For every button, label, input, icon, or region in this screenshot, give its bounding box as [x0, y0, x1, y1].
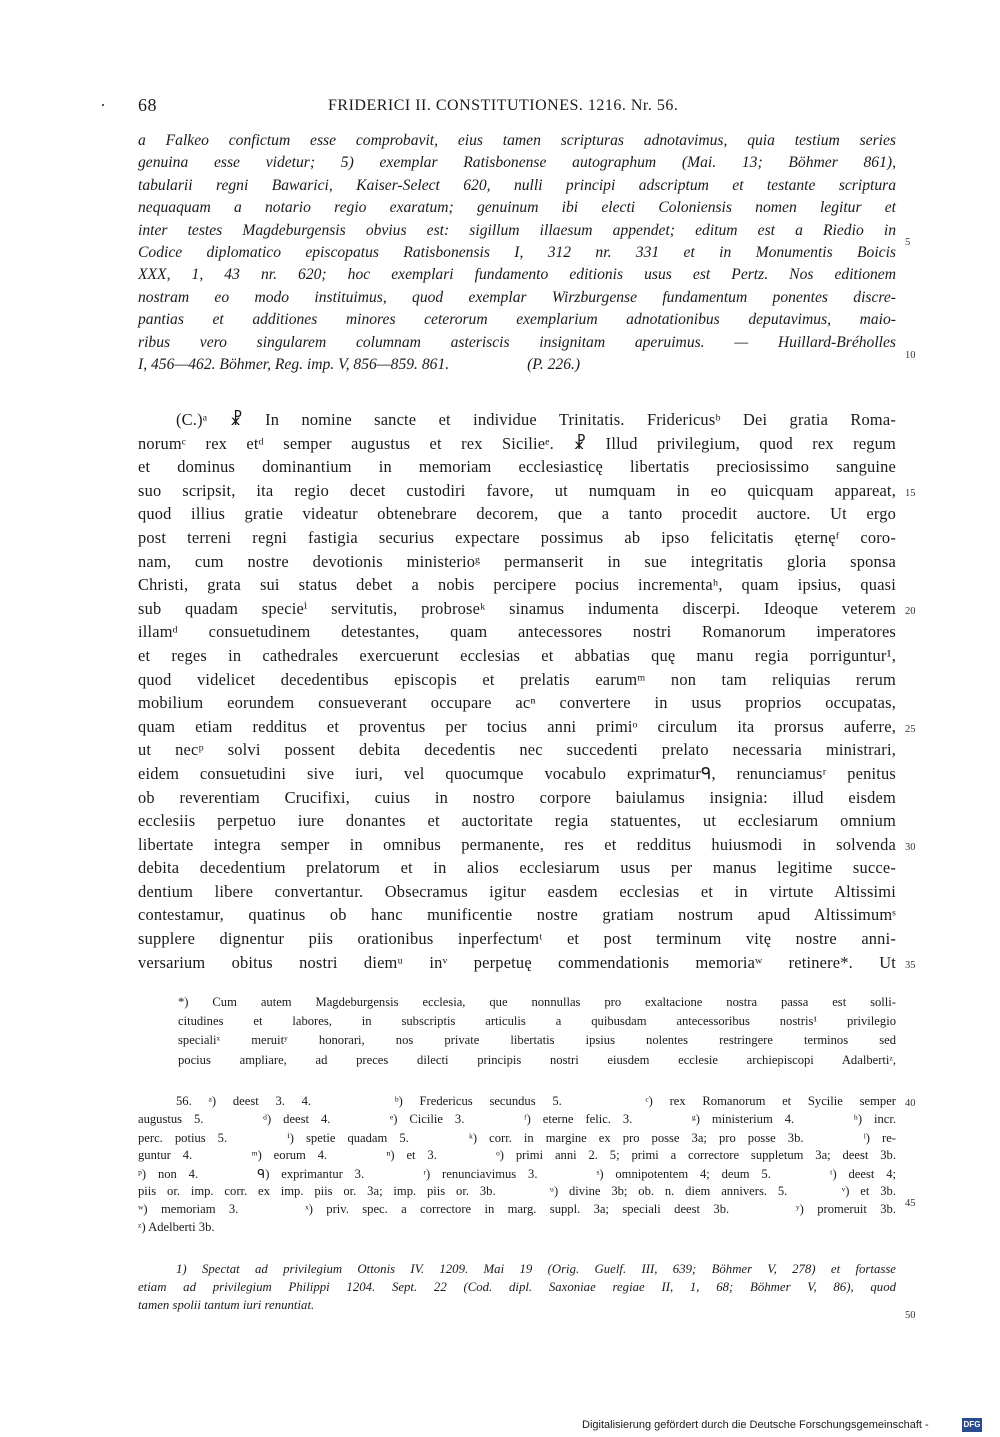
charter-line: et dominus dominantium in memoriam ecclesiasticę libertatis preciosissimo sanguine — [138, 457, 896, 477]
charter-line: supplere dignentur piis orationibus inperfectumᵗ et post terminum vitę nostre anni- — [138, 929, 896, 949]
line-number: 15 — [905, 488, 916, 499]
footnote-line: 1) Spectat ad privilegium Ottonis IV. 1209. Mai 19 (Orig. Guelf. III, 639; Böhmer V, 278) et fortasse — [176, 1262, 896, 1276]
line-number: 50 — [905, 1310, 916, 1321]
intro-line: XXX, 1, 43 nr. 620; hoc exemplari fundamento editionis usus est Pertz. Nos editionem — [138, 266, 896, 284]
margin-mark — [102, 104, 104, 106]
asterisk-note-line: pocius ampliare, ad preces dilecti principis nostri eiusdem ecclesie archiepiscopi Adalbertiᶻ, — [178, 1052, 896, 1067]
line-number: 40 — [905, 1098, 916, 1109]
intro-line: pantias et additiones minores ceterorum exemplarium adnotationibus deputavimus, maio- — [138, 311, 896, 329]
apparatus-line: ʷ) memoriam 3. ˣ) priv. spec. a correctore in marg. suppl. 3a; speciali deest 3b. ʸ) promeruit 3b. — [138, 1202, 896, 1216]
line-number: 35 — [905, 960, 916, 971]
charter-line: nam, cum nostre devotionis ministerioᵍ permanserit in sue integritatis gloria sponsa — [138, 551, 896, 571]
apparatus-line: 56. ᵃ) deest 3. 4. ᵇ) Fredericus secundus 5. ᶜ) rex Romanorum et Sycilie semper — [176, 1094, 896, 1108]
asterisk-note-line: specialiˣ meruitʸ honorari, nos private libertatis ipsius nolentes restringere terminos sed — [178, 1033, 896, 1048]
charter-line: quam etiam redditus et proventus per tocius anni primiᵒ circulum ita prorsus auferre, — [138, 716, 896, 736]
intro-line: inter testes Magdeburgensis obvius est: sigillum illaesum appendet; editum est a Riedio in — [138, 221, 896, 239]
apparatus-line: guntur 4. ᵐ) eorum 4. ⁿ) et 3. ᵒ) primi anni 2. 5; primi a correctore suppletum 3a; deest 3b. — [138, 1148, 896, 1162]
line-number: 45 — [905, 1198, 916, 1209]
footnote-1 — [138, 1262, 896, 1316]
charter-line: quod illius gratie videatur obtenebrare decorem, que a tanto procedit auctore. Ut ergo — [138, 504, 896, 524]
asterisk-note — [178, 995, 896, 1072]
intro-line: a Falkeo confictum esse comprobavit, eius tamen scripturas adnotavimus, quia testium series — [138, 132, 896, 149]
charter-line: ut necᵖ solvi possent debita decedentis nec succedenti prelato necessaria ministrari, — [138, 740, 896, 760]
line-number: 20 — [905, 606, 916, 617]
charter-line: contestamur, quatinus ob hanc munificentie nostre gratiam nostrum apud Altissimumˢ — [138, 905, 896, 925]
charter-line: sub quadam specieⁱ servitutis, probroseᵏ sinamus indumenta discerpi. Ideoque veterem — [138, 598, 896, 618]
intro-line: tabularii regni Bawarici, Kaiser-Select 620, nulli principi adscriptum et testante scriptura — [138, 176, 896, 194]
footnote-line: etiam ad privilegium Philippi 1204. Sept. 22 (Cod. dipl. Saxoniae regiae II, 1, 68; Böhmer V, 86), quod — [138, 1280, 896, 1294]
charter-line: ecclesiis perpetuo iure donantes et auctoritate regia statuentes, ut ecclesiarum omnium — [138, 811, 896, 831]
charter-line: dentium libere convertantur. Obsecramus igitur easdem ecclesias et in virtute Altissimi — [138, 881, 896, 901]
charter-line: versarium obitus nostri diemᵘ inᵛ perpetuę commendationis memoriaʷ retinere*. Ut — [138, 952, 896, 972]
intro-line: ribus vero singularem columnam asteriscis insignitam aperuimus. — Huillard-Bréholles — [138, 333, 896, 351]
page-header — [138, 95, 898, 121]
charter-line: mobilium eorundem consueverant occupare acⁿ convertere in usus proprios occupatas, — [138, 693, 896, 713]
intro-line: I, 456—462. Böhmer, Reg. imp. V, 856—859. 861. (P. 226.) — [138, 355, 581, 373]
footer-text: Digitalisierung gefördert durch die Deutsche Forschungsgemeinschaft - — [582, 1419, 929, 1431]
charter-line: suo scripsit, ita regio decet custodiri favore, ut numquam in eo quicquam appareat, — [138, 480, 896, 500]
charter-line: ob reverentiam Crucifixi, cuius in nostro corpore baiulamus insignia: illud eisdem — [138, 787, 896, 807]
editorial-intro — [138, 132, 896, 378]
apparatus-line: piis or. imp. corr. ex imp. piis or. 3a; imp. piis or. 3b. ᵘ) divine 3b; ob. n. diem annivers. 5. ᵛ) et 3b. — [138, 1184, 896, 1198]
digitization-footer — [582, 1418, 982, 1434]
line-number: 25 — [905, 724, 916, 735]
intro-line: nequaquam a notario regio exaratum; genuinum ibi electi Coloniensis nomen legitur et — [138, 199, 896, 217]
intro-line: genuina esse videtur; 5) exemplar Ratisbonense autographum (Mai. 13; Böhmer 861), — [138, 154, 896, 172]
asterisk-note-line: *) Cum autem Magdeburgensis ecclesia, que nonnullas pro exaltacione nostra passa est solli- — [178, 995, 896, 1009]
charter-line: debita decedentium prelatorum et in alios ecclesiarum usus per manus legitime succe- — [138, 858, 896, 878]
intro-line: nostram eo modo instituimus, quod exemplar Wirzburgense fundamentum ponentes discre- — [138, 288, 896, 306]
dfg-logo: DFG — [962, 1418, 982, 1432]
line-number: 5 — [905, 237, 911, 248]
charter-line: (C.)ᵃ ☧ In nomine sancte et individue Trinitatis. Fridericusᵇ Dei gratia Roma- — [176, 410, 896, 429]
critical-apparatus — [138, 1094, 896, 1238]
intro-line: Codice diplomatico episcopatus Ratisbonensis I, 312 nr. 331 et in Monumentis Boicis — [138, 243, 896, 261]
footnote-line: tamen spolii tantum iuri renuntiat. — [138, 1298, 315, 1312]
charter-line: et reges in cathedrales exercuerunt ecclesias et abbatias quę manu regia porriguntur¹, — [138, 645, 896, 665]
charter-line: norumᶜ rex etᵈ semper augustus et rex Sicilieᵉ. ☧ Illud privilegium, quod rex regum — [138, 433, 896, 453]
asterisk-note-line: citudines et labores, in subscriptis articulis a quibusdam antecessoribus nostris¹ privilegio — [178, 1014, 896, 1029]
charter-line: quod videlicet decedentibus episcopis et prelatis earumᵐ non tam reliquias rerum — [138, 669, 896, 689]
page-number: 68 — [138, 95, 157, 115]
apparatus-line: ᶻ) Adelberti 3b. — [138, 1220, 215, 1234]
apparatus-line: perc. potius 5. ⁱ) spetie quadam 5. ᵏ) corr. in margine ex pro posse 3a; pro posse 3b. ˡ) re- — [138, 1131, 896, 1145]
charter-line: post terreni regni fastigia securius expectare possimus ab ipso felicitatis ęternęᶠ coro- — [138, 527, 896, 547]
charter-line: eidem consuetudini sive iuri, vel quocumque vocabulo exprimaturᑫ, renunciamusʳ penitus — [138, 763, 896, 783]
charter-line: libertate integra semper in omnibus permanente, res et redditus huiusmodi in solvenda — [138, 834, 896, 854]
apparatus-line: ᵖ) non 4. ᑫ) exprimantur 3. ʳ) renunciavimus 3. ˢ) omnipotentem 4; deum 5. ᵗ) deest 4; — [138, 1167, 896, 1181]
charter-text — [138, 410, 896, 976]
charter-line: illamᵈ consuetudinem detestantes, quam antecessores nostri Romanorum imperatores — [138, 622, 896, 642]
line-number: 30 — [905, 842, 916, 853]
line-number: 10 — [905, 350, 916, 361]
apparatus-line: augustus 5. ᵈ) deest 4. ᵉ) Cicilie 3. ᶠ) eterne felic. 3. ᵍ) ministerium 4. ʰ) incr. — [138, 1112, 896, 1126]
charter-line: Christi, grata sui status debet a nobis percipere pocius incrementaʰ, quam ipsius, quasi — [138, 575, 896, 595]
running-title: FRIDERICI II. CONSTITUTIONES. 1216. Nr. 56. — [328, 97, 679, 114]
